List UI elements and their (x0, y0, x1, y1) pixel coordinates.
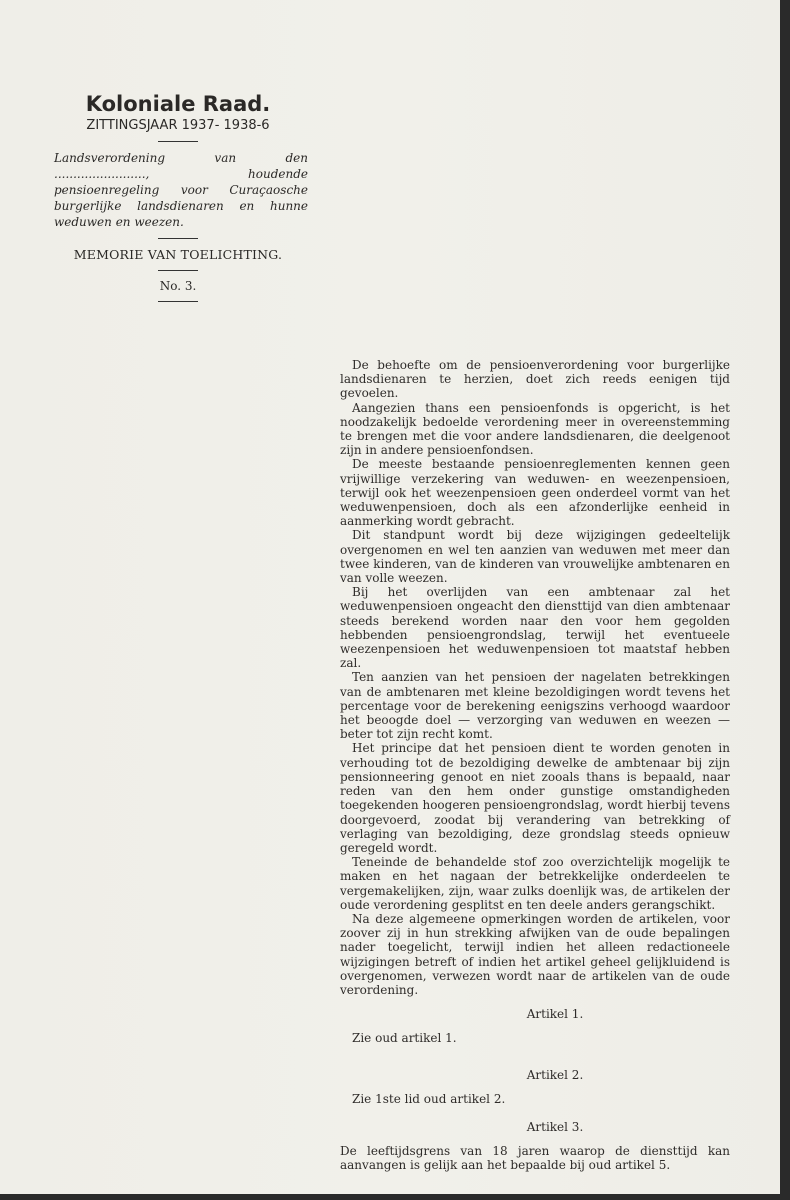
ordinance-title: Landsverordening van den ........................, houdende pensioenregeling voor Curaçaosche burgerlijke landsdienaren en hunne weduwen en weezen. (54, 151, 308, 229)
divider (158, 270, 198, 271)
paragraph: Dit standpunt wordt bij deze wijzigingen gedeeltelijk overgenomen en wel ten aanzien van weduwen met meer dan twee kinderen, van de kinderen van vrouwelijke ambtenaren en van volle weezen. (340, 528, 730, 586)
article-text: Zie 1ste lid oud artikel 2. (352, 1091, 506, 1106)
article-heading: Artikel 3. (526, 1119, 584, 1134)
scan-edge-bottom (0, 1194, 790, 1200)
paragraph: De meeste bestaande pensioenreglementen kennen geen vrijwillige verzekering van weduwen- en weezenpensioen, terwijl ook het weezenpensioen geen onderdeel vormt van het weduwenpensioen, doch als een afzonderlijke eenheid in aanmerking wordt gebracht. (340, 457, 730, 529)
paragraph: Ten aanzien van het pensioen der nagelaten betrekkingen van de ambtenaren met kleine bezoldigingen wordt tevens het percentage voor de berekening eenigszins verhoogd waardoor het beoogde doel — verzorging van weduwen en weezen — beter tot zijn recht komt. (340, 670, 730, 742)
paragraph: Aangezien thans een pensioenfonds is opgericht, is het noodzakelijk bedoelde verordening meer in overeenstemming te brengen met die voor andere landsdienaren, die deelgenoot zijn in andere pensioenfondsen. (340, 400, 730, 458)
divider (158, 301, 198, 302)
session-year: ZITTINGSJAAR 1937- 1938-6 (86, 118, 270, 133)
article-heading: Artikel 1. (526, 1007, 584, 1022)
divider (158, 141, 198, 142)
document-title: Koloniale Raad. (85, 92, 271, 116)
article-heading: Artikel 2. (526, 1067, 584, 1082)
article-text: Zie oud artikel 1. (352, 1031, 457, 1046)
paragraph: Bij het overlijden van een ambtenaar zal het weduwenpensioen ongeacht den diensttijd van dien ambtenaar steeds berekend worden naar den voor hem gegolden hebbenden pensioengrondslag, terwijl het eventueele weezenpensioen het weduwenpensioen tot maatstaf hebben zal. (340, 585, 730, 671)
paragraph: Teneinde de behandelde stof zoo overzichtelijk mogelijk te maken en het nagaan der betrekkelijke onderdeelen te vergemakelijken, zijn, waar zulks doenlijk was, de artikelen der oude verordening gesplitst en ten deele anders gerangschikt. (340, 855, 730, 912)
paragraph: De behoefte om de pensioenverordening voor burgerlijke landsdienaren te herzien, doet zich reeds eenigen tijd gevoelen. (340, 358, 730, 401)
article-text: De leeftijdsgrens van 18 jaren waarop de diensttijd kan aanvangen is gelijk aan het bepaalde bij oud artikel 5. (340, 1144, 730, 1173)
scan-edge-right (780, 0, 790, 1200)
paragraph: Na deze algemeene opmerkingen worden de artikelen, voor zoover zij in hun strekking afwijken van de oude bepalingen nader toegelicht, terwijl indien het alleen redactioneele wijzigingen betreft of indien het artikel geheel gelijkluidend is overgenomen, verwezen wordt naar de artikelen van de oude verordening. (340, 911, 730, 997)
paragraph: Het principe dat het pensioen dient te worden genoten in verhouding tot de bezoldiging dewelke de ambtenaar bij zijn pensionneering genoot en niet zooals thans is bepaald, naar reden van den hem onder gunstige omstandigheden toegekenden hoogeren pensioengrondslag, wordt hierbij tevens doorgevoerd, zoodat bij verandering van betrekking of verlaging van bezoldiging, deze grondslag steeds opnieuw geregeld wordt. (340, 741, 730, 855)
document-number: No. 3. (159, 279, 197, 293)
memorie-heading: MEMORIE VAN TOELICHTING. (73, 247, 283, 262)
divider (158, 238, 198, 239)
header-block (48, 92, 308, 310)
body-text (340, 358, 730, 1173)
